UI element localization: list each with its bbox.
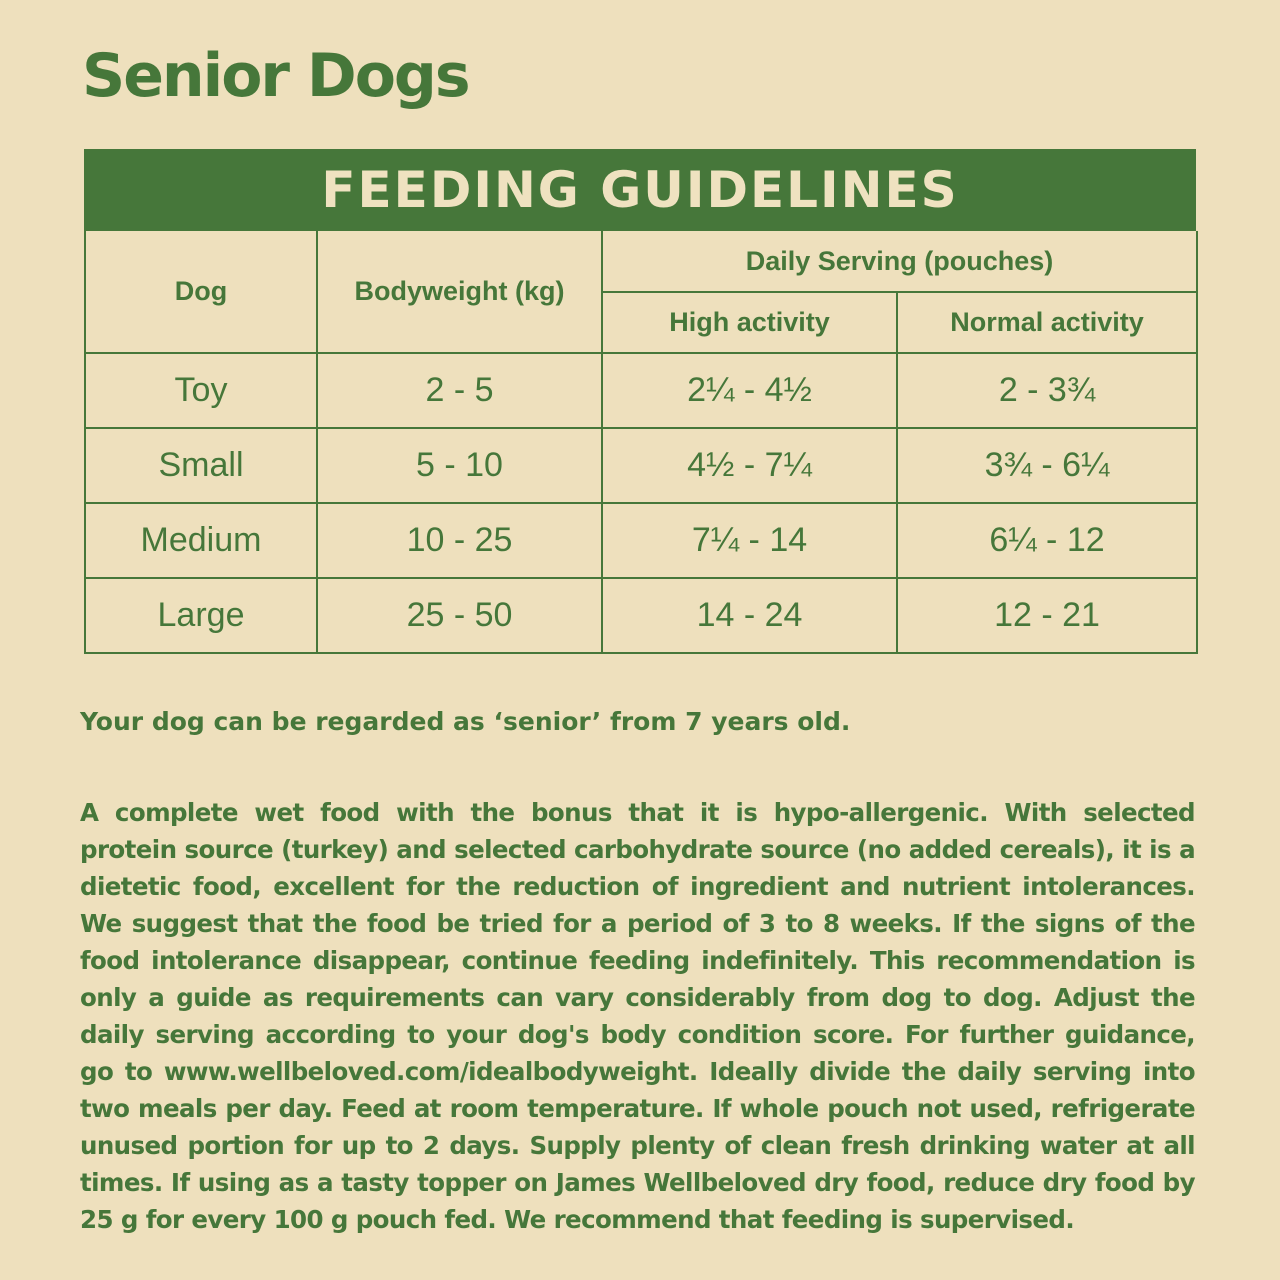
cell-high-activity: 14 - 24	[602, 578, 897, 653]
feeding-table	[84, 231, 1198, 654]
cell-bodyweight: 2 - 5	[317, 353, 602, 428]
description-paragraph: A complete wet food with the bonus that it is hypo-allergenic. With selected protein source (turkey) and selected carbohydrate source (no added cereals), it is a dietetic food, excellent for the reduction of ingredient and nutrient intolerances. We suggest that the food be tried for a period of 3 to 8 weeks. If the signs of the food intolerance disappear, continue feeding indefinitely. This recommendation is only a guide as requirements can vary considerably from dog to dog. Adjust the daily serving according to your dog's body condition score. For further guidance, go to www.wellbeloved.com/idealbodyweight. Ideally divide the daily serving into two meals per day. Feed at room temperature. If whole pouch not used, refrigerate unused portion for up to 2 days. Supply plenty of clean fresh drinking water at all times. If using as a tasty topper on James Wellbeloved dry food, reduce dry food by 25 g for every 100 g pouch fed. We recommend that feeding is supervised.	[80, 798, 1195, 1234]
table-row	[85, 503, 1197, 578]
header-dog: Dog	[85, 231, 317, 353]
cell-dog: Small	[85, 428, 317, 503]
header-high-activity: High activity	[602, 292, 897, 353]
cell-normal-activity: 12 - 21	[897, 578, 1197, 653]
cell-normal-activity: 3¾ - 6¼	[897, 428, 1197, 503]
cell-dog: Toy	[85, 353, 317, 428]
header-bodyweight: Bodyweight (kg)	[317, 231, 602, 353]
cell-high-activity: 4½ - 7¼	[602, 428, 897, 503]
cell-dog: Large	[85, 578, 317, 653]
header-daily-serving: Daily Serving (pouches)	[602, 231, 1197, 292]
cell-dog: Medium	[85, 503, 317, 578]
cell-bodyweight: 5 - 10	[317, 428, 602, 503]
cell-normal-activity: 2 - 3¾	[897, 353, 1197, 428]
table-row	[85, 578, 1197, 653]
cell-bodyweight: 10 - 25	[317, 503, 602, 578]
cell-high-activity: 7¼ - 14	[602, 503, 897, 578]
page-title: Senior Dogs	[82, 41, 469, 111]
header-normal-activity: Normal activity	[897, 292, 1197, 353]
cell-bodyweight: 25 - 50	[317, 578, 602, 653]
table-row	[85, 428, 1197, 503]
table-row	[85, 353, 1197, 428]
cell-normal-activity: 6¼ - 12	[897, 503, 1197, 578]
senior-note: Your dog can be regarded as ‘senior’ from 7 years old.	[80, 707, 851, 736]
cell-high-activity: 2¼ - 4½	[602, 353, 897, 428]
table-banner: FEEDING GUIDELINES	[84, 149, 1196, 231]
feeding-guidelines-table	[84, 149, 1196, 654]
